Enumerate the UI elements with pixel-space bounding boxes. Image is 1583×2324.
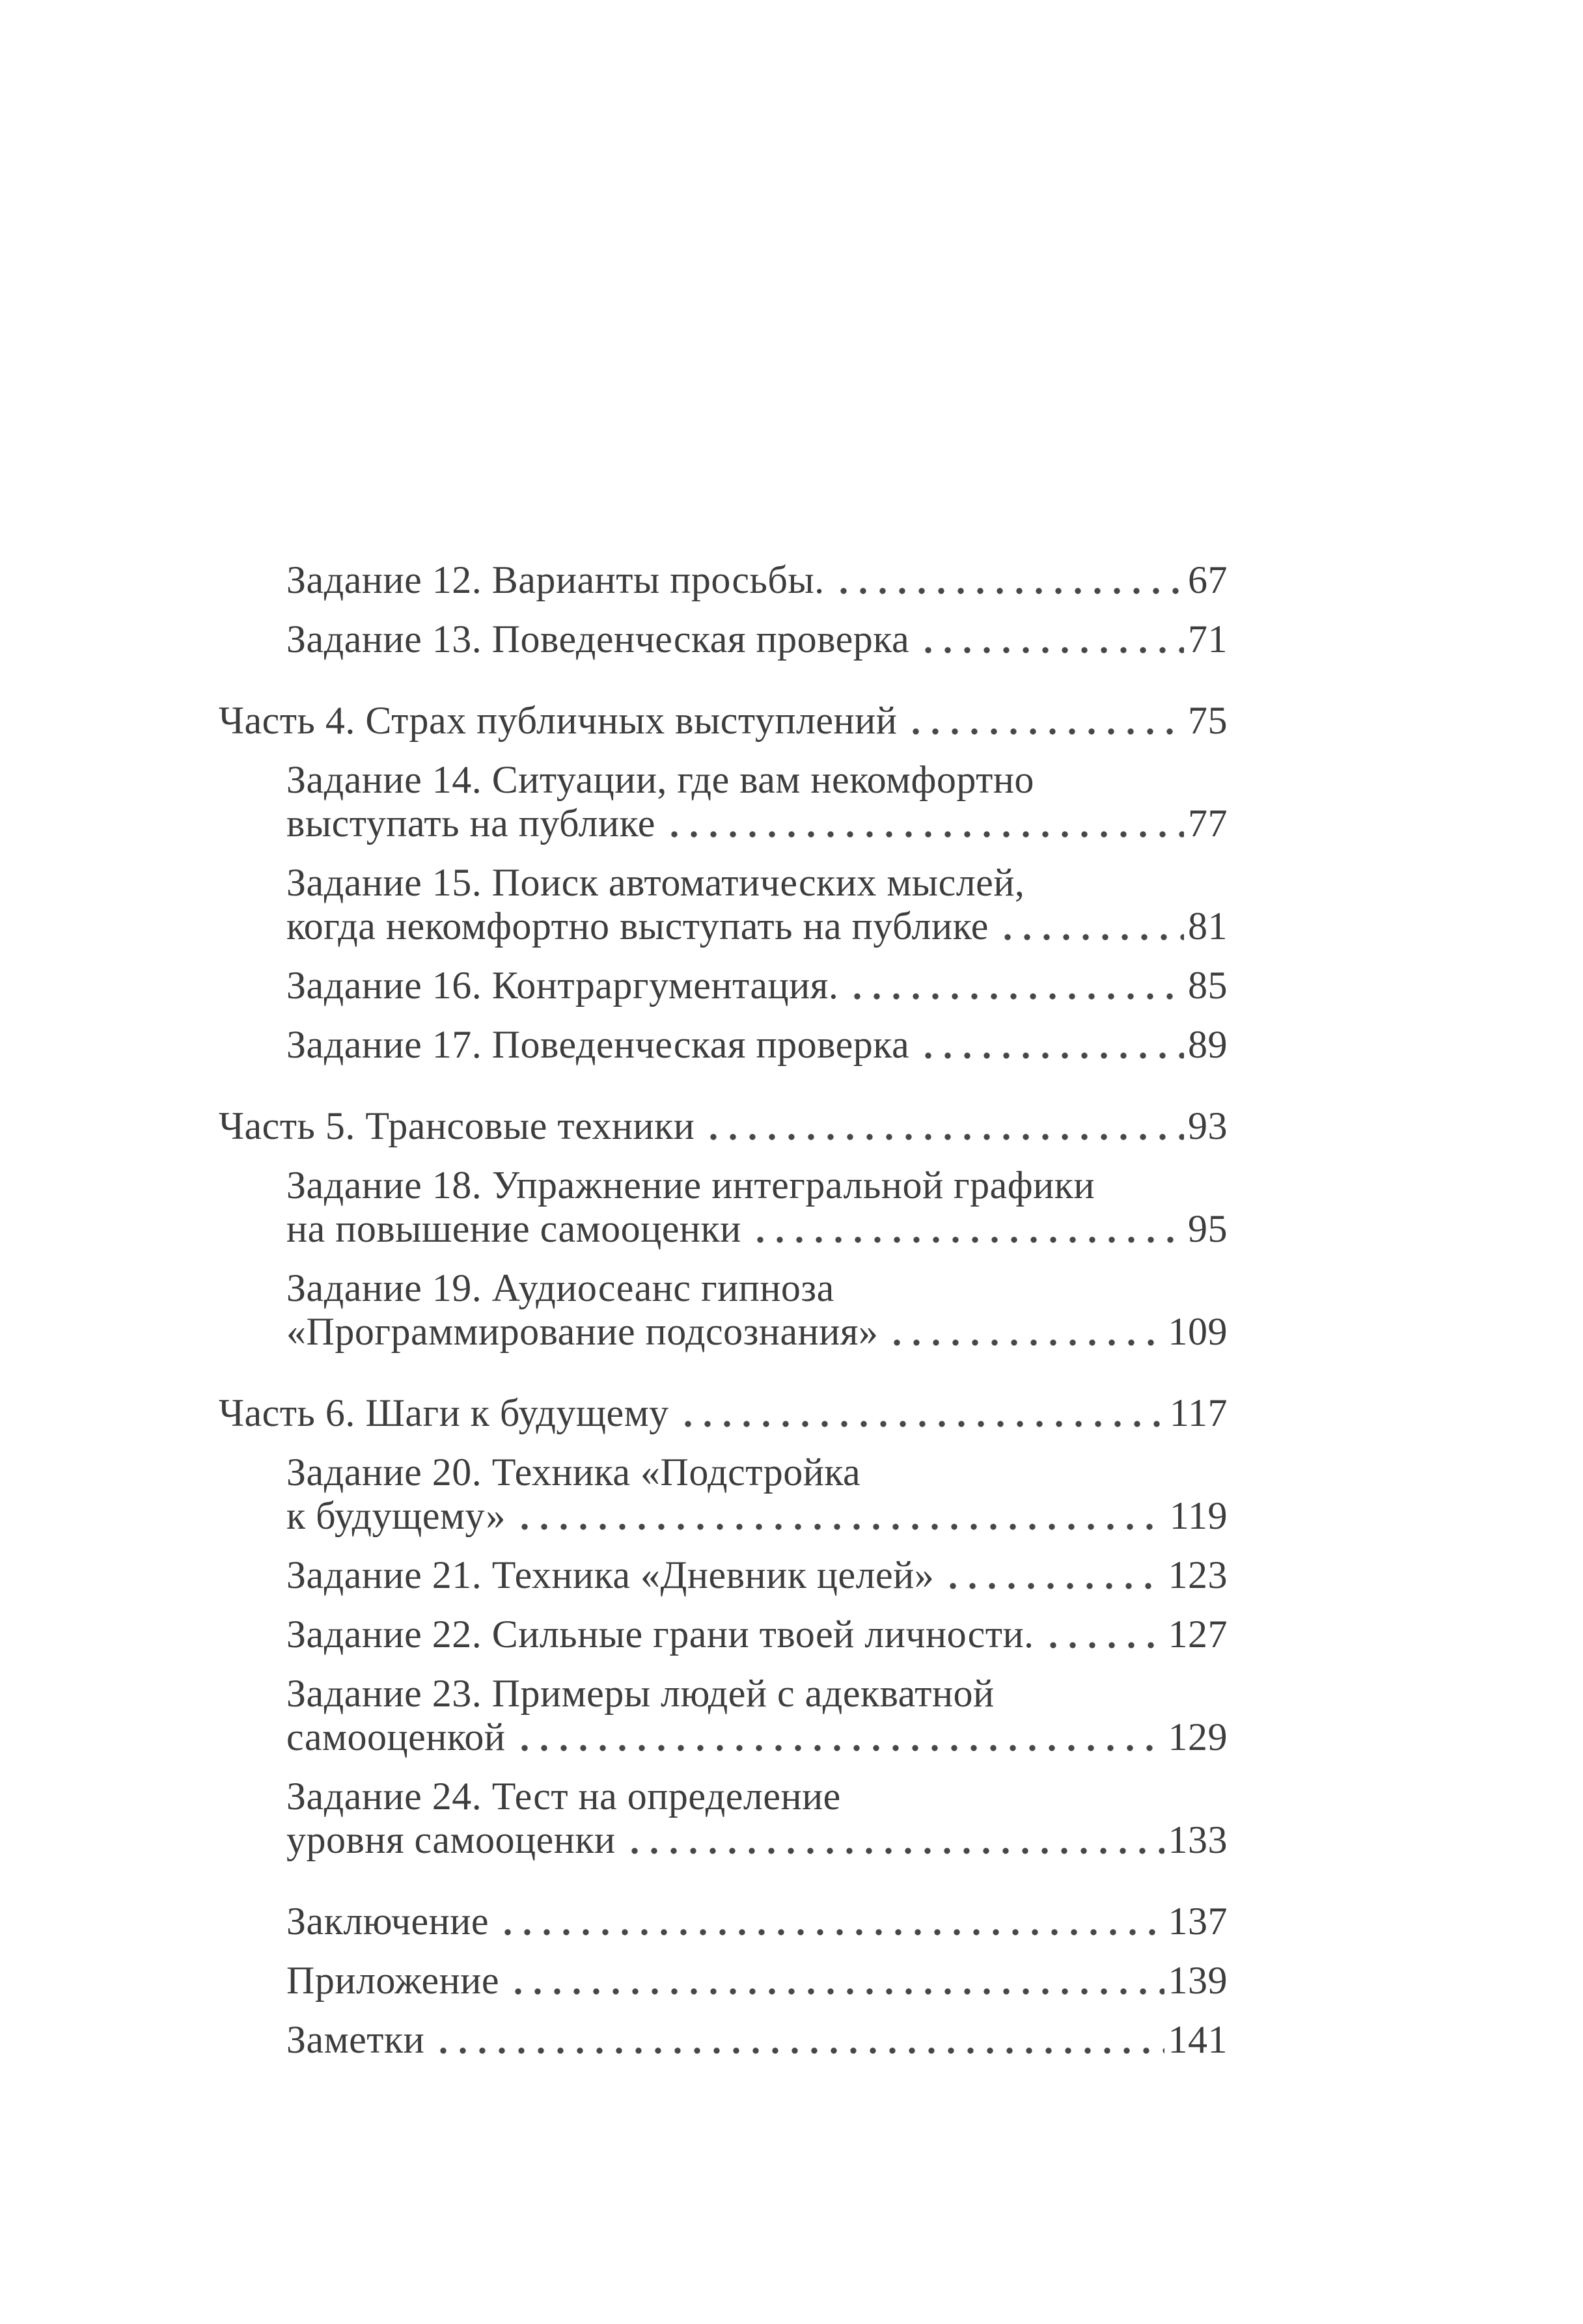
toc-entry xyxy=(219,699,1228,743)
dot-leader xyxy=(622,1818,1164,1862)
toc-entry-text: Задание 13. Поведенческая проверка xyxy=(286,618,910,661)
dot-leader xyxy=(995,905,1184,948)
dot-leader xyxy=(941,1553,1164,1597)
toc-entry-text: Задание 22. Сильные грани твоей личности. xyxy=(286,1613,1034,1656)
toc-entry-text: Часть 5. Трансовые техники xyxy=(219,1104,695,1147)
toc-entry-text: Задание 19. Аудиосеанс гипноза xyxy=(286,1266,834,1309)
page-number: 133 xyxy=(1168,1818,1228,1861)
dot-leader xyxy=(748,1207,1184,1251)
toc-entry-line xyxy=(286,802,1228,845)
page-number: 71 xyxy=(1188,618,1228,661)
dot-leader xyxy=(662,802,1184,845)
page-number: 137 xyxy=(1168,1900,1228,1943)
toc-entry-text: когда некомфортно выступать на публике xyxy=(286,905,989,948)
dot-leader xyxy=(885,1310,1164,1354)
toc-entry-text: Заключение xyxy=(286,1900,489,1943)
page-number: 67 xyxy=(1188,558,1228,601)
toc-entry-text: Задание 23. Примеры людей с адекватной xyxy=(286,1672,995,1715)
toc-entry-line xyxy=(286,558,1228,602)
page-number: 129 xyxy=(1168,1716,1228,1758)
toc-entry-line xyxy=(286,905,1228,948)
toc-entry-line xyxy=(219,1104,1228,1148)
toc-entry-text: Часть 4. Страх публичных выступлений xyxy=(219,699,898,742)
toc-entry-text: Задание 17. Поведенческая проверка xyxy=(286,1023,910,1066)
toc-entry-text: Задание 24. Тест на определение xyxy=(286,1775,841,1818)
toc-entry-line xyxy=(286,1672,1228,1716)
page-number: 123 xyxy=(1168,1553,1228,1596)
toc-entry-text: «Программирование подсознания» xyxy=(286,1310,879,1353)
toc-entry-line xyxy=(286,1900,1228,1943)
toc-entry-text: Задание 15. Поиск автоматических мыслей, xyxy=(286,861,1025,904)
dot-leader xyxy=(506,1959,1164,2003)
toc-entry xyxy=(219,861,1228,948)
toc-entry-line xyxy=(219,699,1228,743)
dot-leader xyxy=(1041,1613,1164,1656)
toc-entry-text: Задание 16. Контраргументация. xyxy=(286,964,839,1007)
toc-entry-line xyxy=(286,1023,1228,1067)
toc-list xyxy=(219,558,1228,2077)
toc-entry-text: Задание 20. Техника «Подстройка xyxy=(286,1451,861,1494)
toc-entry xyxy=(219,1613,1228,1656)
toc-entry-line xyxy=(286,2018,1228,2062)
toc-entry xyxy=(219,618,1228,661)
toc-entry-line xyxy=(286,1266,1228,1310)
toc-entry-text: Задание 18. Упражнение интегральной графики xyxy=(286,1164,1095,1207)
toc-entry-line xyxy=(286,1553,1228,1597)
toc-entry xyxy=(219,558,1228,602)
page-number: 117 xyxy=(1169,1391,1228,1434)
toc-entry-line xyxy=(286,1494,1228,1538)
toc-entry xyxy=(219,1104,1228,1148)
toc-entry xyxy=(219,1391,1228,1435)
toc-entry-line xyxy=(286,618,1228,661)
toc-entry-text: Задание 12. Варианты просьбы. xyxy=(286,558,825,601)
toc-entry xyxy=(219,1672,1228,1759)
toc-entry-line xyxy=(286,964,1228,1007)
toc-entry-text: на повышение самооценки xyxy=(286,1207,741,1250)
toc-entry xyxy=(219,2018,1228,2062)
toc-entry-text: выступать на публике xyxy=(286,802,655,845)
page-number: 109 xyxy=(1168,1310,1228,1353)
dot-leader xyxy=(701,1104,1184,1148)
toc-entry-text: самооценкой xyxy=(286,1716,506,1758)
toc-entry-text: Приложение xyxy=(286,1959,500,2002)
toc-entry-line xyxy=(286,1310,1228,1354)
toc-entry-text: Задание 21. Техника «Дневник целей» xyxy=(286,1553,935,1596)
page-number: 139 xyxy=(1168,1959,1228,2002)
page-number: 127 xyxy=(1168,1613,1228,1656)
dot-leader xyxy=(495,1900,1164,1943)
toc-entry-line xyxy=(286,1716,1228,1759)
toc-entry-text: Часть 6. Шаги к будущему xyxy=(219,1391,669,1434)
toc-entry xyxy=(219,758,1228,845)
dot-leader xyxy=(831,558,1184,602)
page-number: 95 xyxy=(1188,1207,1228,1250)
toc-entry xyxy=(219,1164,1228,1251)
dot-leader xyxy=(845,964,1184,1007)
page-number: 77 xyxy=(1188,802,1228,845)
dot-leader xyxy=(512,1494,1166,1538)
toc-entry-line xyxy=(286,861,1228,905)
dot-leader xyxy=(903,699,1184,743)
dot-leader xyxy=(676,1391,1166,1435)
toc-entry-text: Задание 14. Ситуации, где вам некомфортно xyxy=(286,758,1034,801)
page-number: 141 xyxy=(1168,2018,1228,2061)
toc-entry-line xyxy=(286,1613,1228,1656)
dot-leader xyxy=(431,2018,1164,2062)
toc-entry xyxy=(219,1775,1228,1862)
page-number: 85 xyxy=(1188,964,1228,1007)
toc-entry-line xyxy=(286,758,1228,802)
toc-entry xyxy=(219,1266,1228,1354)
toc-entry xyxy=(219,1451,1228,1538)
dot-leader xyxy=(512,1716,1164,1759)
page-number: 93 xyxy=(1188,1104,1228,1147)
toc-entry xyxy=(219,1553,1228,1597)
toc-entry-line xyxy=(286,1207,1228,1251)
toc-entry xyxy=(219,1959,1228,2003)
dot-leader xyxy=(916,618,1184,661)
toc-entry-line xyxy=(219,1391,1228,1435)
toc-entry-line xyxy=(286,1164,1228,1207)
page-number: 119 xyxy=(1169,1494,1228,1537)
page-number: 75 xyxy=(1188,699,1228,742)
toc-entry xyxy=(219,1900,1228,1943)
toc-entry-text: Заметки xyxy=(286,2018,425,2061)
page-number: 81 xyxy=(1188,905,1228,948)
toc-entry-text: уровня самооценки xyxy=(286,1818,616,1861)
toc-entry xyxy=(219,1023,1228,1067)
toc-entry-line xyxy=(286,1959,1228,2003)
toc-entry-line xyxy=(286,1818,1228,1862)
page-number: 89 xyxy=(1188,1023,1228,1066)
toc-entry-text: к будущему» xyxy=(286,1494,506,1537)
toc-entry xyxy=(219,964,1228,1007)
toc-entry-line xyxy=(286,1775,1228,1818)
dot-leader xyxy=(916,1023,1184,1067)
toc-entry-line xyxy=(286,1451,1228,1494)
